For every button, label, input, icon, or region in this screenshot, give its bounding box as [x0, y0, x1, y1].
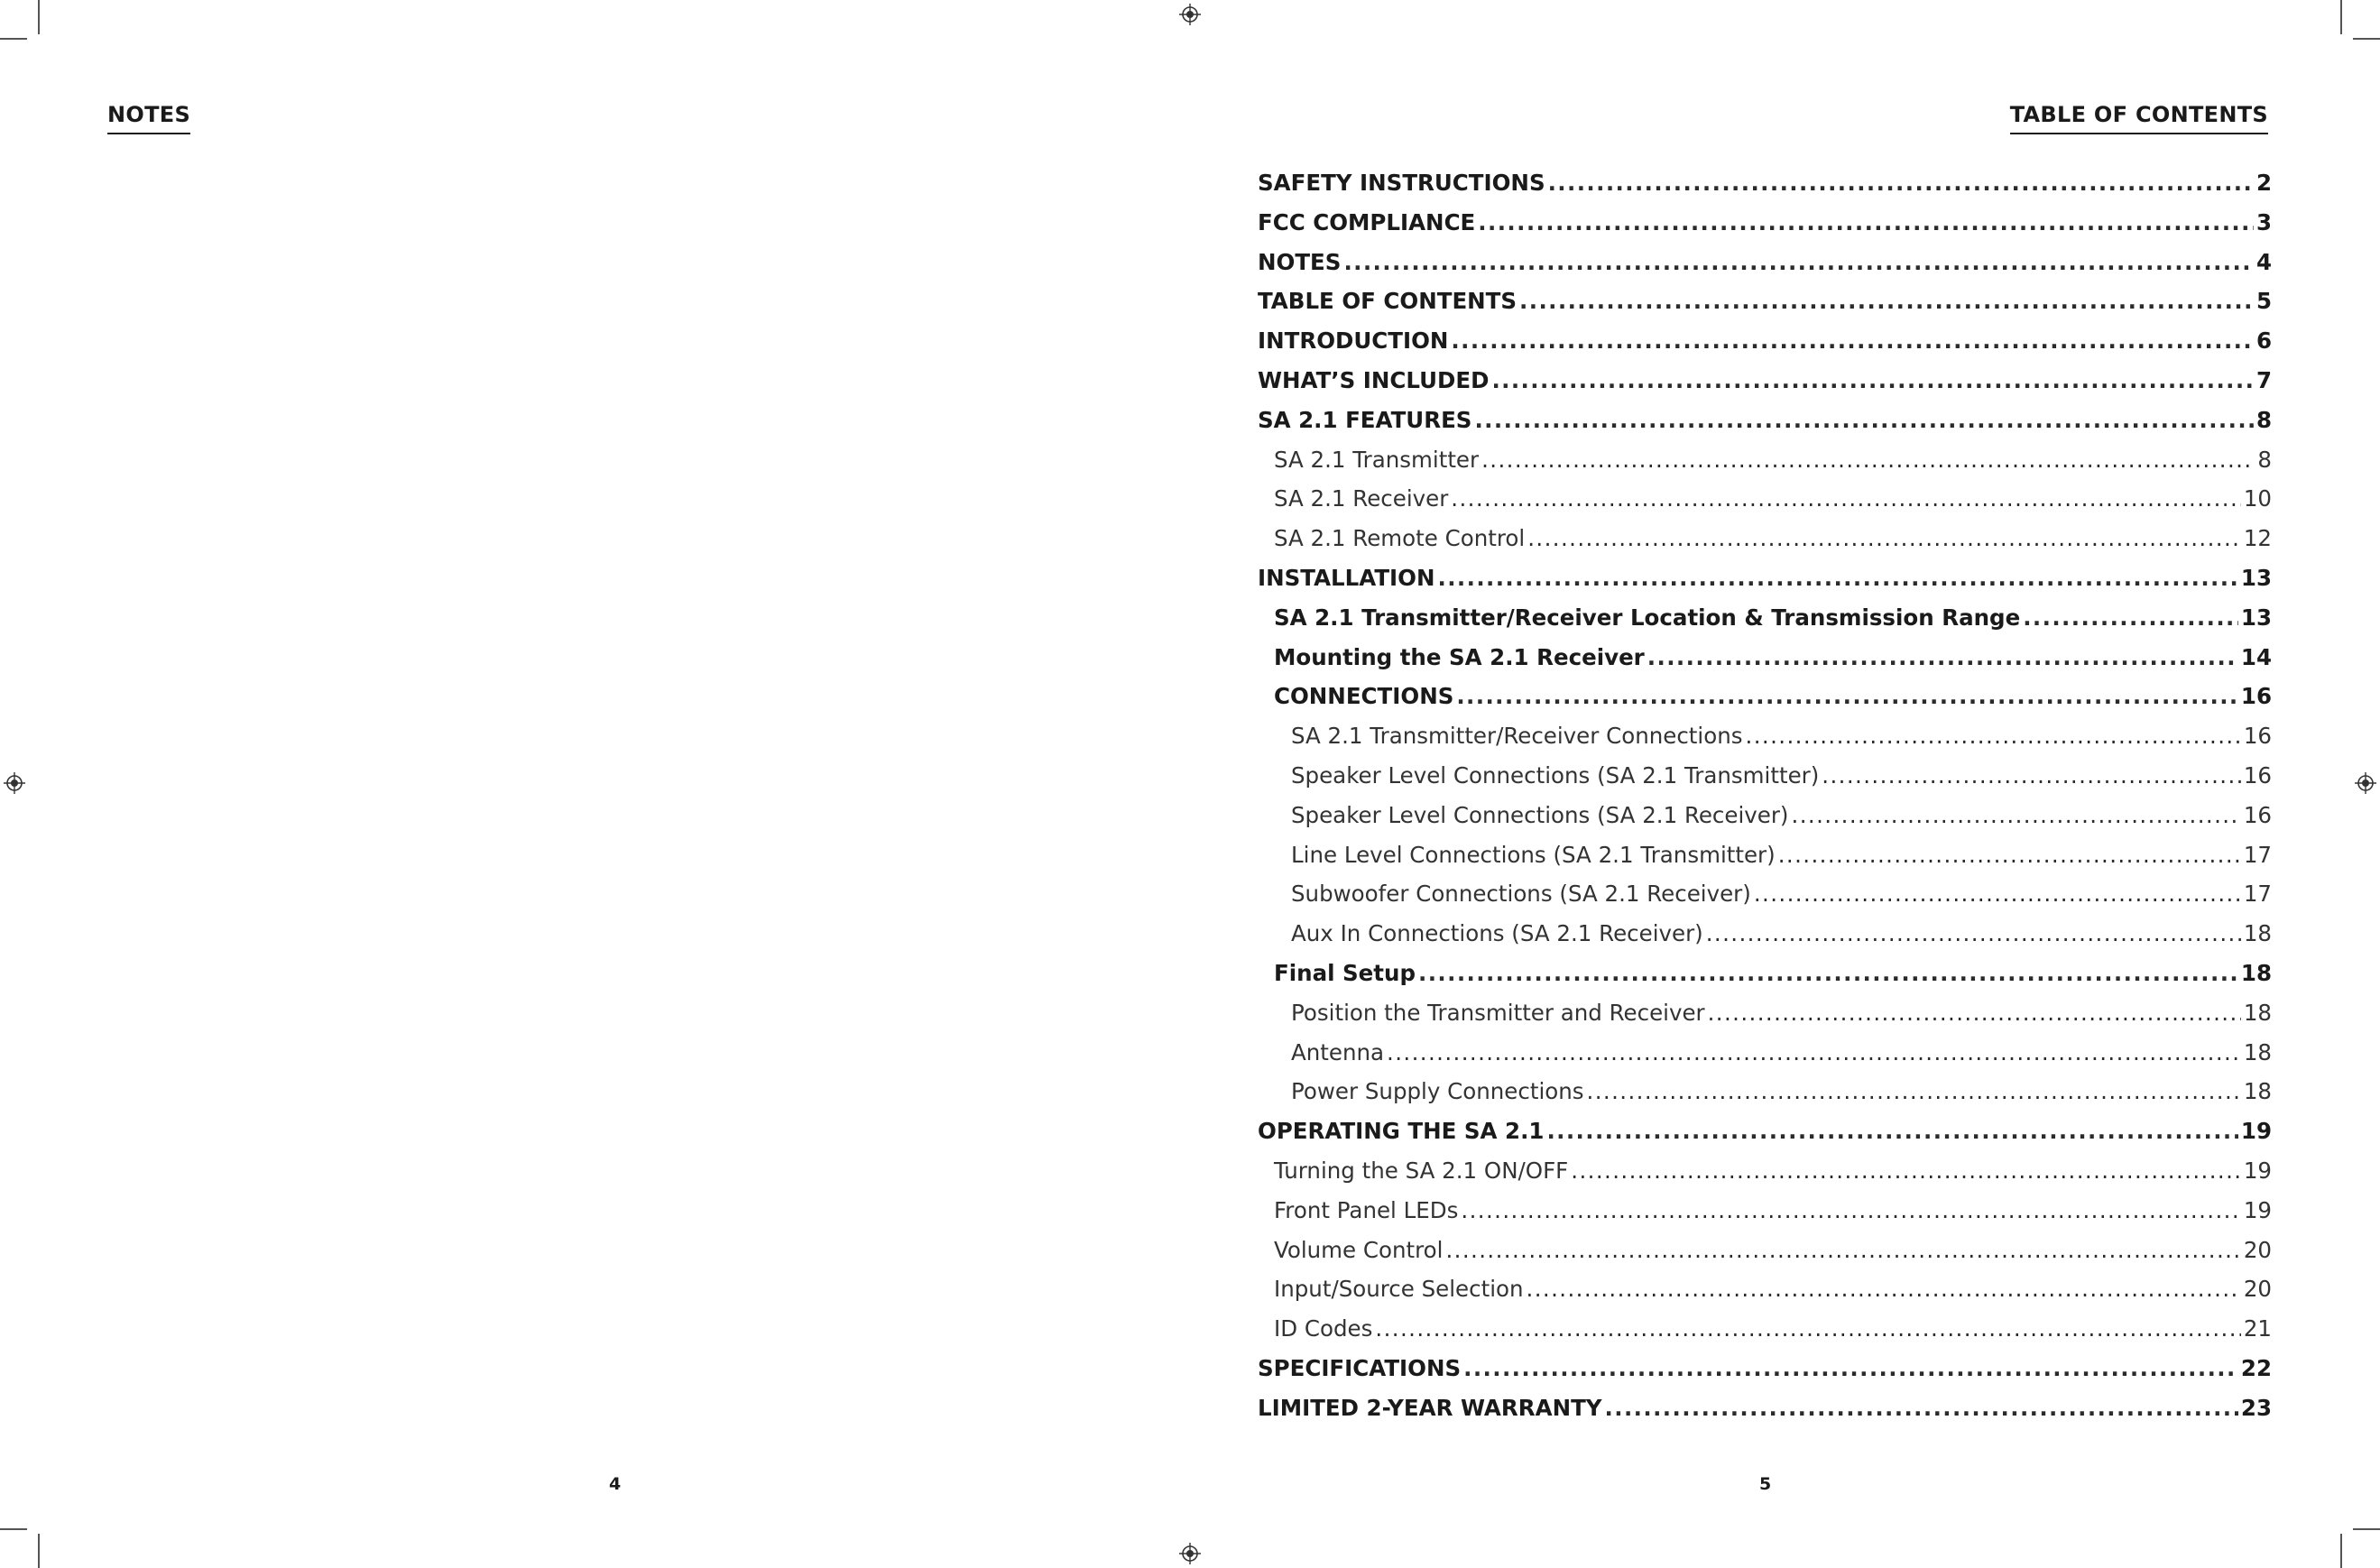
dot-leader [1437, 565, 2237, 591]
toc-entry-title: Volume Control [1274, 1236, 1444, 1263]
toc-entry-title: Aux In Connections (SA 2.1 Receiver) [1291, 920, 1703, 947]
toc-entry[interactable] [1258, 407, 2272, 447]
toc-entry[interactable] [1258, 723, 2272, 762]
toc-entry[interactable] [1258, 565, 2272, 604]
dot-leader [1754, 881, 2241, 907]
dot-leader [1792, 802, 2241, 828]
toc-entry-title: Turning the SA 2.1 ON/OFF [1274, 1157, 1569, 1184]
toc-entry-title: Mounting the SA 2.1 Receiver [1274, 643, 1645, 670]
dot-leader [1822, 762, 2241, 789]
dot-leader [1418, 960, 2238, 986]
registration-mark-icon [3, 771, 26, 795]
toc-entry-page: 20 [2243, 1236, 2272, 1263]
toc-entry-page: 3 [2255, 208, 2272, 235]
toc-entry-title: TABLE OF CONTENTS [1258, 288, 1517, 315]
toc-entry-page: 6 [2255, 327, 2272, 355]
toc-entry-page: 12 [2243, 525, 2272, 552]
toc-entry-title: Subwoofer Connections (SA 2.1 Receiver) [1291, 881, 1751, 908]
toc-entry-title: SA 2.1 Receiver [1274, 485, 1449, 512]
toc-entry[interactable] [1258, 1237, 2272, 1277]
toc-entry-page: 21 [2243, 1315, 2272, 1342]
toc-entry[interactable] [1258, 1395, 2272, 1434]
dot-leader [1546, 1118, 2237, 1144]
toc-entry-title: Position the Transmitter and Receiver [1291, 999, 1705, 1026]
toc-entry-page: 18 [2243, 1078, 2272, 1105]
toc-entry-title: SA 2.1 Transmitter/Receiver Location & Transmission Range [1274, 604, 2021, 631]
toc-entry-page: 16 [2240, 683, 2272, 710]
notes-page-title: NOTES [107, 102, 190, 134]
toc-entry[interactable] [1258, 1276, 2272, 1315]
toc-entry-title: Speaker Level Connections (SA 2.1 Transmitter) [1291, 761, 1820, 789]
registration-mark-icon [1178, 1542, 1202, 1565]
dot-leader [1647, 644, 2238, 670]
toc-entry[interactable] [1258, 525, 2272, 565]
toc-entry[interactable] [1258, 447, 2272, 486]
toc-entry[interactable] [1258, 644, 2272, 684]
toc-entry-page: 4 [2255, 248, 2272, 275]
dot-leader [1474, 407, 2253, 433]
toc-entry[interactable] [1258, 1197, 2272, 1237]
dot-leader [1445, 1237, 2240, 1263]
toc-entry-title: Input/Source Selection [1274, 1276, 1524, 1303]
toc-entry-page: 13 [2240, 564, 2272, 591]
toc-entry-title: WHAT’S INCLUDED [1258, 366, 1490, 393]
toc-entry-page: 18 [2243, 1038, 2272, 1065]
toc-entry-page: 17 [2243, 881, 2272, 908]
dot-leader [1478, 209, 2254, 235]
toc-entry[interactable] [1258, 288, 2272, 327]
toc-entry[interactable] [1258, 1000, 2272, 1039]
dot-leader [1571, 1158, 2241, 1184]
dot-leader [1343, 249, 2254, 275]
page-number-left: 4 [609, 1474, 622, 1494]
crop-mark [38, 0, 40, 34]
dot-leader [1375, 1315, 2240, 1342]
toc-entry-page: 10 [2243, 485, 2272, 512]
toc-entry-title: OPERATING THE SA 2.1 [1258, 1118, 1545, 1145]
toc-entry-title: INTRODUCTION [1258, 327, 1449, 355]
toc-entry-title: FCC COMPLIANCE [1258, 208, 1476, 235]
toc-entry-page: 19 [2243, 1157, 2272, 1184]
crop-mark [38, 1534, 40, 1568]
toc-entry-title: LIMITED 2-YEAR WARRANTY [1258, 1394, 1602, 1421]
toc-entry[interactable] [1258, 802, 2272, 842]
crop-mark [0, 38, 27, 40]
dot-leader [1605, 1395, 2238, 1421]
dot-leader [1587, 1078, 2241, 1104]
dot-leader [1451, 327, 2254, 354]
toc-entry-page: 2 [2255, 170, 2272, 196]
toc-entry-title: ID Codes [1274, 1315, 1373, 1342]
toc-entry-page: 23 [2240, 1394, 2272, 1421]
toc-entry-page: 14 [2240, 643, 2272, 670]
toc-entry[interactable] [1258, 367, 2272, 407]
toc-entry[interactable] [1258, 485, 2272, 525]
dot-leader [1746, 723, 2241, 749]
toc-entry-title: NOTES [1258, 248, 1342, 275]
registration-mark-icon [1178, 3, 1202, 26]
toc-entry-title: Speaker Level Connections (SA 2.1 Receiver) [1291, 801, 1789, 828]
dot-leader [1708, 1000, 2241, 1026]
toc-entry[interactable] [1258, 209, 2272, 249]
toc-entry-page: 16 [2243, 761, 2272, 789]
toc-entry-page: 19 [2243, 1196, 2272, 1223]
toc-entry-page: 16 [2243, 801, 2272, 828]
toc-entry-title: SA 2.1 Remote Control [1274, 525, 1526, 552]
toc-entry-page: 18 [2243, 920, 2272, 947]
toc-entry-page: 16 [2243, 723, 2272, 750]
dot-leader [1463, 1355, 2238, 1381]
toc-entry-page: 19 [2240, 1118, 2272, 1145]
dot-leader [1481, 447, 2255, 473]
toc-entry-title: Line Level Connections (SA 2.1 Transmitter) [1291, 841, 1776, 868]
toc-entry[interactable] [1258, 170, 2272, 209]
toc-entry-page: 20 [2243, 1276, 2272, 1303]
toc-entry[interactable] [1258, 1355, 2272, 1395]
toc-entry[interactable] [1258, 920, 2272, 960]
dot-leader [1451, 485, 2241, 512]
toc-entry[interactable] [1258, 881, 2272, 920]
toc-entry[interactable] [1258, 1315, 2272, 1355]
dot-leader [1706, 920, 2241, 946]
toc-entry[interactable] [1258, 604, 2272, 644]
toc-entry-page: 8 [2257, 446, 2272, 473]
toc-entry-title: SA 2.1 Transmitter/Receiver Connections [1291, 723, 1743, 750]
toc-entry[interactable] [1258, 327, 2272, 367]
crop-mark [0, 1528, 27, 1530]
toc-page-title: TABLE OF CONTENTS [2010, 102, 2268, 134]
toc-entry-page: 7 [2255, 366, 2272, 393]
toc-entry-title: SAFETY INSTRUCTIONS [1258, 170, 1545, 196]
crop-mark [2353, 1528, 2380, 1530]
dot-leader [1527, 525, 2241, 551]
toc-entry[interactable] [1258, 683, 2272, 723]
toc-entry-page: 8 [2255, 406, 2272, 433]
toc-entry-title: Front Panel LEDs [1274, 1196, 1459, 1223]
toc-entry-title: INSTALLATION [1258, 564, 1435, 591]
toc-entry-title: SPECIFICATIONS [1258, 1354, 1462, 1381]
toc-entry-title: Final Setup [1274, 959, 1416, 986]
toc-entry-page: 13 [2240, 604, 2272, 631]
dot-leader [1387, 1039, 2241, 1065]
toc-entry[interactable] [1258, 762, 2272, 802]
toc-entry[interactable] [1258, 249, 2272, 289]
dot-leader [1519, 288, 2254, 314]
dot-leader [2023, 604, 2238, 631]
toc-entry[interactable] [1258, 1158, 2272, 1197]
dot-leader [1491, 367, 2254, 393]
dot-leader [1456, 683, 2238, 709]
dot-leader [1461, 1197, 2240, 1223]
toc-entry-title: SA 2.1 FEATURES [1258, 406, 1472, 433]
toc-entry-title: SA 2.1 Transmitter [1274, 446, 1480, 473]
dot-leader [1548, 170, 2254, 196]
dot-leader [1778, 842, 2241, 868]
toc-entry[interactable] [1258, 1078, 2272, 1118]
crop-mark [2340, 0, 2342, 34]
crop-mark [2340, 1534, 2342, 1568]
toc-entry[interactable] [1258, 960, 2272, 1000]
toc-entry[interactable] [1258, 1039, 2272, 1079]
toc-entry-page: 18 [2243, 999, 2272, 1026]
toc-entry-page: 5 [2255, 288, 2272, 315]
dot-leader [1527, 1276, 2241, 1302]
table-of-contents [1258, 170, 2272, 1434]
toc-entry[interactable] [1258, 1118, 2272, 1158]
toc-entry[interactable] [1258, 842, 2272, 881]
toc-entry-title: Power Supply Connections [1291, 1078, 1584, 1105]
toc-entry-page: 17 [2243, 841, 2272, 868]
toc-entry-title: Antenna [1291, 1038, 1385, 1065]
registration-mark-icon [2354, 771, 2377, 795]
toc-entry-page: 18 [2240, 959, 2272, 986]
page-number-right: 5 [1759, 1474, 1772, 1494]
toc-entry-page: 22 [2240, 1354, 2272, 1381]
toc-entry-title: CONNECTIONS [1274, 683, 1454, 710]
crop-mark [2353, 38, 2380, 40]
